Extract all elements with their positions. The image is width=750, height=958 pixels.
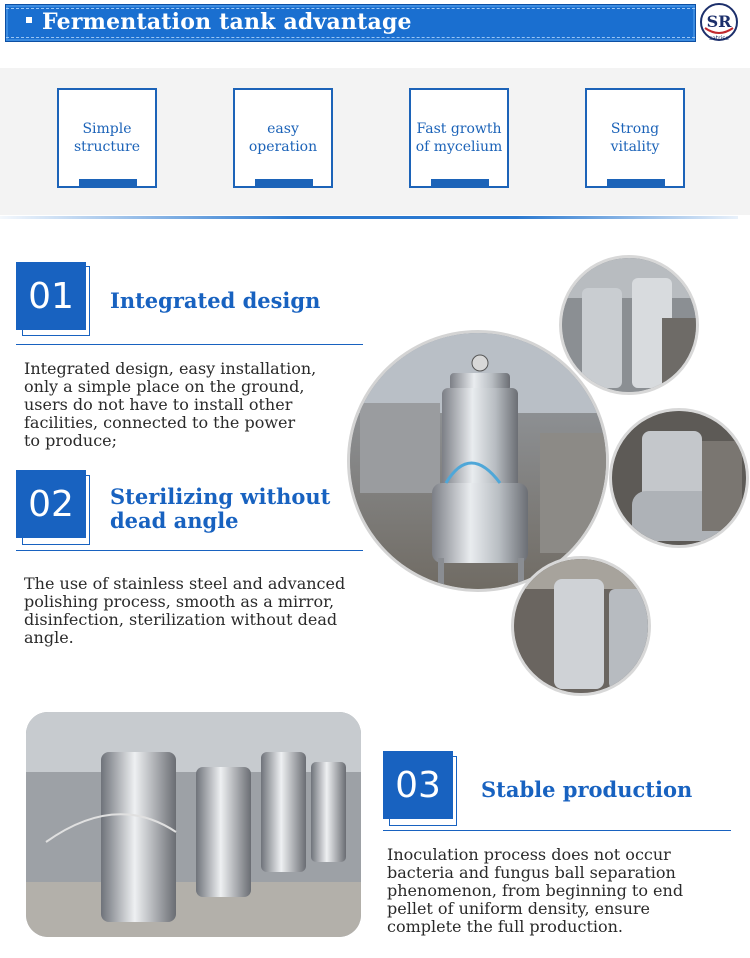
section-number-02 — [16, 470, 86, 538]
text-line: bacteria and fungus ball separation — [387, 863, 676, 882]
text-line: The use of stainless steel and advanced — [24, 574, 346, 593]
text-line: facilities, connected to the power — [24, 413, 296, 432]
section-rule — [16, 550, 363, 551]
section-number-text: 03 — [395, 764, 441, 806]
advantage-card-strong-vitality — [585, 88, 685, 188]
advantage-label: operation — [248, 139, 318, 155]
svg-text:SR: SR — [706, 12, 732, 31]
section-title-01: Integrated design — [110, 288, 321, 313]
advantage-label: Fast growth — [416, 121, 502, 137]
section-title-03: Stable production — [481, 777, 693, 802]
text-line: angle. — [24, 628, 74, 647]
brand-logo — [697, 2, 741, 44]
section-text-03 — [387, 846, 683, 936]
title-line: Sterilizing without — [110, 484, 331, 509]
advantage-label: Simple — [82, 121, 132, 137]
bullet-icon — [26, 17, 32, 23]
page-title — [26, 9, 412, 35]
section-number-text: 02 — [28, 483, 74, 525]
section-rule — [16, 344, 363, 345]
text-line: to produce; — [24, 431, 118, 450]
text-line: Integrated design, easy installation, — [24, 359, 317, 378]
section-text-02 — [24, 575, 345, 647]
section-text-01 — [24, 360, 316, 450]
text-line: users do not have to install other — [24, 395, 293, 414]
text-line: complete the full production. — [387, 917, 624, 936]
text-line: disinfection, sterilization without dead — [24, 610, 338, 629]
title-line: dead angle — [110, 508, 239, 533]
tank-photo-small-1 — [559, 255, 699, 395]
advantage-card-simple-structure — [57, 88, 157, 188]
section-number-03 — [383, 751, 453, 819]
tank-photo-small-3 — [511, 556, 651, 696]
page-title-text: Fermentation tank advantage — [42, 9, 412, 35]
section-divider — [0, 216, 738, 219]
text-line: Inoculation process does not occur — [387, 845, 671, 864]
advantage-label: easy — [267, 121, 299, 137]
tank-photo-row — [26, 712, 361, 937]
section-title-02 — [110, 485, 330, 533]
svg-text:satrise: satrise — [708, 35, 730, 42]
tank-photo-small-2 — [609, 408, 749, 548]
advantage-label: structure — [74, 139, 140, 155]
text-line: only a simple place on the ground, — [24, 377, 305, 396]
advantage-bar — [79, 179, 137, 188]
section-number-text: 01 — [28, 275, 74, 317]
advantage-card-fast-growth — [409, 88, 509, 188]
text-line: polishing process, smooth as a mirror, — [24, 592, 335, 611]
advantage-bar — [607, 179, 665, 188]
advantage-label: of mycelium — [415, 139, 503, 155]
section-number-01 — [16, 262, 86, 330]
header-banner — [5, 4, 696, 42]
advantage-bar — [255, 179, 313, 188]
advantage-label: Strong — [610, 121, 660, 137]
tank-photo-large — [347, 330, 609, 592]
advantages-panel — [0, 68, 750, 215]
text-line: pellet of uniform density, ensure — [387, 899, 651, 918]
section-rule — [383, 830, 731, 831]
text-line: phenomenon, from beginning to end — [387, 881, 684, 900]
advantage-bar — [431, 179, 489, 188]
advantage-label: vitality — [610, 139, 660, 155]
advantage-card-easy-operation — [233, 88, 333, 188]
